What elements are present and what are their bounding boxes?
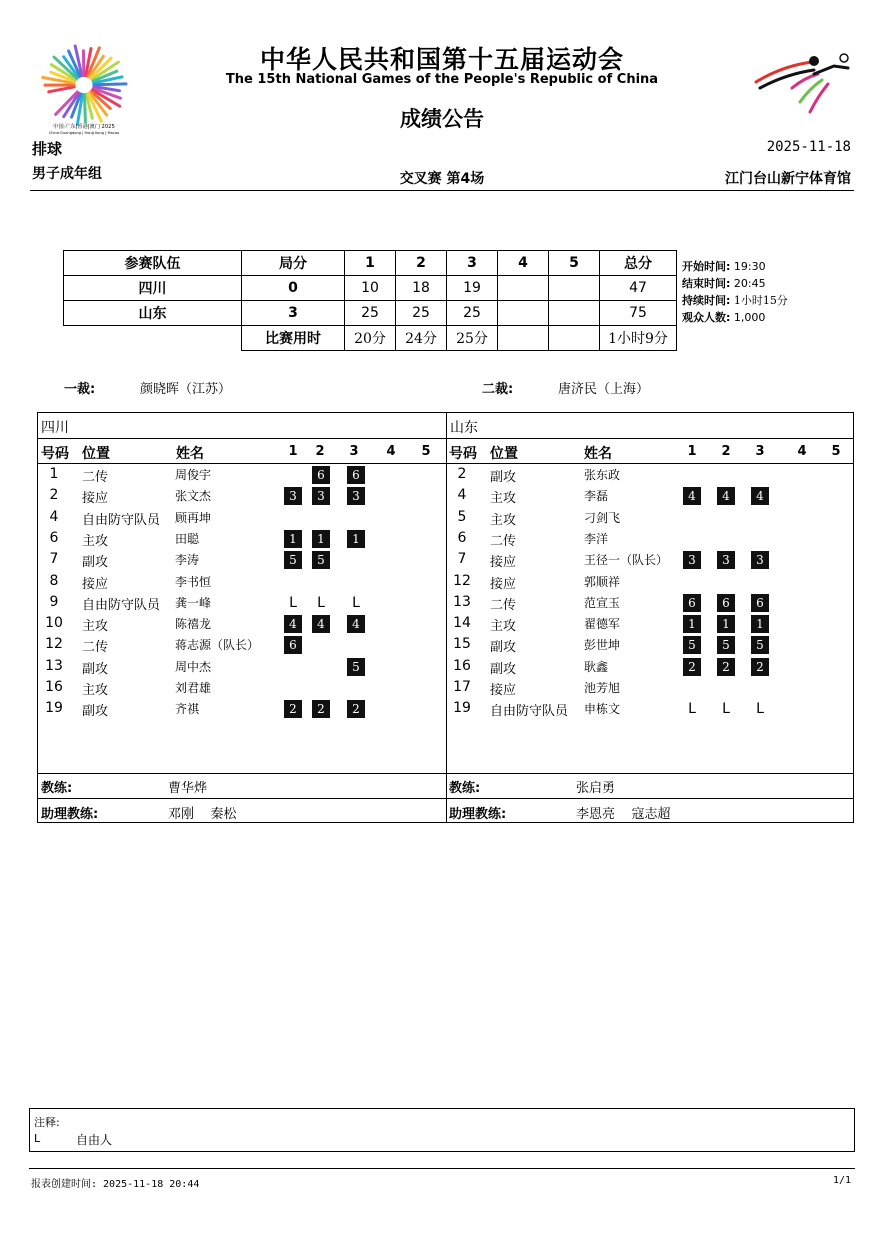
- player-number: 12: [45, 636, 63, 653]
- player-number: 4: [49, 508, 59, 525]
- starting-rotation-cell: [751, 573, 769, 591]
- player-position: 二传: [490, 597, 517, 613]
- right-col-no: 号码: [449, 446, 477, 462]
- starting-rotation-cell: 4: [751, 487, 769, 505]
- player-row: [38, 635, 854, 656]
- player-position: 副攻: [490, 640, 517, 656]
- starting-rotation-cell: [793, 700, 811, 718]
- set-score: 19: [447, 276, 498, 301]
- starting-rotation-cell: 6: [751, 594, 769, 612]
- player-number: 2: [49, 487, 59, 504]
- right-coach-name: 张启勇: [576, 781, 616, 796]
- player-number: 19: [453, 700, 471, 717]
- starting-rotation-cell: 1: [347, 530, 365, 548]
- starting-rotation-cell: 5: [717, 636, 735, 654]
- set-duration: 24分: [396, 326, 447, 351]
- player-number: 16: [45, 679, 63, 695]
- player-position: 副攻: [82, 661, 109, 677]
- second-referee-label: 二裁:: [482, 382, 514, 397]
- starting-rotation-cell: 1: [312, 530, 330, 548]
- player-row: [38, 657, 854, 678]
- roster-line: [38, 798, 853, 799]
- roster-table: [37, 412, 854, 823]
- player-position: 自由防守队员: [82, 512, 161, 528]
- header-total: 总分: [600, 251, 677, 276]
- starting-rotation-cell: [827, 636, 845, 654]
- player-position: 接应: [490, 683, 517, 698]
- player-name: 齐祺: [175, 702, 200, 717]
- left-coach-label: 教练:: [41, 781, 73, 796]
- starting-rotation-cell: 4: [312, 615, 330, 633]
- starting-rotation-cell: 6: [683, 594, 701, 612]
- score-header-row: [64, 251, 677, 276]
- starting-rotation-cell: [827, 573, 845, 591]
- player-name: 张东政: [584, 468, 621, 482]
- starting-rotation-cell: 5: [284, 551, 302, 569]
- player-position: 副攻: [82, 555, 109, 571]
- player-number: 1: [49, 466, 59, 482]
- right-col-pos: 位置: [490, 446, 518, 462]
- right-col-set-1: 1: [687, 444, 697, 459]
- starting-rotation-cell: 5: [683, 636, 701, 654]
- player-row: [38, 486, 854, 507]
- left-col-set-2: 2: [315, 444, 325, 459]
- player-number: 6: [457, 529, 467, 546]
- player-row: [38, 550, 854, 571]
- right-assistant-label: 助理教练:: [449, 807, 507, 822]
- left-col-name: 姓名: [176, 446, 204, 462]
- report-created-time: 报表创建时间: 2025-11-18 20:44: [31, 1179, 200, 1190]
- player-name: 王径一（队长）: [584, 553, 669, 568]
- player-position: 接应: [82, 491, 109, 507]
- score-table: [63, 250, 677, 351]
- right-assistant-names: 李恩亮 寇志超: [576, 807, 671, 822]
- set-duration: [498, 326, 549, 351]
- starting-rotation-cell: 6: [717, 594, 735, 612]
- starting-rotation-cell: [683, 573, 701, 591]
- starting-rotation-cell: [793, 615, 811, 633]
- set-duration: [549, 326, 600, 351]
- player-number: 4: [457, 487, 467, 504]
- header-team: 参赛队伍: [64, 251, 242, 276]
- starting-rotation-cell: L: [317, 594, 325, 611]
- player-position: 主攻: [490, 512, 517, 528]
- player-position: 接应: [490, 555, 517, 571]
- starting-rotation-cell: L: [756, 701, 764, 718]
- first-referee-label: 一裁:: [64, 382, 96, 397]
- player-position: 接应: [490, 576, 517, 592]
- starting-rotation-cell: 5: [751, 636, 769, 654]
- set-score: 10: [345, 276, 396, 301]
- right-col-set-3: 3: [755, 444, 765, 459]
- starting-rotation-cell: [683, 530, 701, 548]
- set-duration: 25分: [447, 326, 498, 351]
- starting-rotation-cell: [827, 551, 845, 569]
- sets-won: 0: [242, 276, 345, 301]
- player-row: [38, 678, 854, 699]
- player-name: 刁剑飞: [584, 510, 621, 525]
- player-position: 主攻: [82, 533, 109, 549]
- starting-rotation-cell: 6: [312, 466, 330, 484]
- starting-rotation-cell: [793, 466, 811, 484]
- starting-rotation-cell: [793, 509, 811, 527]
- page-title: 中华人民共和国第十五届运动会: [259, 45, 624, 74]
- starting-rotation-cell: 2: [717, 658, 735, 676]
- starting-rotation-cell: 1: [683, 615, 701, 633]
- left-team-name: 四川: [41, 420, 69, 436]
- left-assistant-names: 邓刚 秦松: [168, 807, 237, 822]
- starting-rotation-cell: [827, 466, 845, 484]
- starting-rotation-cell: [827, 700, 845, 718]
- player-position: 主攻: [82, 619, 109, 635]
- player-number: 15: [453, 636, 471, 653]
- venue-label: 江门台山新宁体育馆: [725, 171, 851, 187]
- player-name: 周俊宇: [175, 468, 212, 482]
- starting-rotation-cell: [683, 679, 701, 697]
- match-date: 2025-11-18: [766, 139, 851, 155]
- right-coach-label: 教练:: [449, 781, 481, 796]
- match-label: 交叉赛 第4场: [399, 171, 485, 187]
- starting-rotation-cell: [793, 679, 811, 697]
- player-name: 范宣玉: [584, 595, 621, 610]
- set-duration: 20分: [345, 326, 396, 351]
- player-row: [38, 699, 854, 720]
- second-referee-name: 唐济民（上海）: [558, 382, 650, 397]
- header-set-5: 5: [549, 251, 600, 276]
- player-number: 9: [49, 593, 59, 610]
- first-referee: [64, 378, 231, 397]
- player-number: 19: [45, 700, 63, 717]
- starting-rotation-cell: 4: [717, 487, 735, 505]
- starting-rotation-cell: 1: [284, 530, 302, 548]
- left-col-set-4: 4: [386, 444, 396, 459]
- player-name: 池芳旭: [584, 681, 621, 695]
- left-col-set-3: 3: [349, 444, 359, 459]
- player-number: 6: [49, 529, 59, 546]
- header-set-1: 1: [345, 251, 396, 276]
- end-time-label: 结束时间:: [682, 277, 731, 290]
- player-position: 二传: [82, 640, 109, 656]
- starting-rotation-cell: [827, 530, 845, 548]
- player-name: 郭顺祥: [584, 574, 621, 589]
- starting-rotation-cell: [751, 466, 769, 484]
- total-score: 47: [600, 276, 677, 301]
- player-position: 主攻: [82, 683, 109, 698]
- starting-rotation-cell: 2: [312, 700, 330, 718]
- starting-rotation-cell: L: [688, 701, 696, 718]
- starting-rotation-cell: 2: [683, 658, 701, 676]
- player-name: 李洋: [584, 531, 609, 546]
- starting-rotation-cell: [827, 487, 845, 505]
- player-number: 17: [453, 679, 471, 695]
- set-score: [498, 276, 549, 301]
- player-name: 龚一峰: [175, 595, 212, 610]
- audience-label: 观众人数:: [682, 311, 731, 324]
- player-name: 张文杰: [175, 489, 212, 504]
- notes-key: L: [34, 1132, 41, 1145]
- player-number: 13: [45, 657, 63, 674]
- starting-rotation-cell: [827, 615, 845, 633]
- set-score: 25: [396, 301, 447, 326]
- set-score: [498, 301, 549, 326]
- starting-rotation-cell: 1: [751, 615, 769, 633]
- category-label: 男子成年组: [32, 166, 102, 182]
- roster-line: [38, 438, 853, 439]
- player-position: 主攻: [490, 491, 517, 507]
- player-name: 翟德军: [584, 617, 621, 632]
- sets-won: 3: [242, 301, 345, 326]
- duration-time-label: 持续时间:: [682, 294, 731, 307]
- second-referee: [482, 378, 649, 397]
- starting-rotation-cell: 6: [284, 636, 302, 654]
- player-number: 16: [453, 657, 471, 674]
- page-number: 1/1: [832, 1175, 851, 1186]
- player-name: 蒋志源（队长）: [175, 638, 260, 653]
- starting-rotation-cell: [827, 594, 845, 612]
- set-score: [549, 301, 600, 326]
- starting-rotation-cell: [751, 679, 769, 697]
- player-position: 二传: [490, 533, 517, 549]
- right-col-set-5: 5: [831, 444, 841, 459]
- starting-rotation-cell: 4: [683, 487, 701, 505]
- player-position: 主攻: [490, 619, 517, 635]
- player-name: 申栋文: [584, 702, 621, 717]
- left-assistant-label: 助理教练:: [41, 807, 99, 822]
- starting-rotation-cell: [827, 679, 845, 697]
- header-divider: [30, 190, 854, 191]
- starting-rotation-cell: [827, 509, 845, 527]
- team-name: 山东: [64, 301, 242, 326]
- starting-rotation-cell: 2: [347, 700, 365, 718]
- starting-rotation-cell: [717, 466, 735, 484]
- total-duration: 1小时9分: [600, 326, 677, 351]
- left-col-set-5: 5: [421, 444, 431, 459]
- left-col-set-1: 1: [288, 444, 298, 459]
- player-position: 副攻: [490, 470, 517, 485]
- player-row: [38, 614, 854, 635]
- starting-rotation-cell: 3: [347, 487, 365, 505]
- player-number: 12: [453, 572, 471, 589]
- starting-rotation-cell: [793, 551, 811, 569]
- right-col-name: 姓名: [584, 446, 612, 462]
- left-coach-name: 曹华烨: [168, 781, 208, 796]
- logo-caption: 中国·广东|香港|澳门 2025: [53, 124, 115, 130]
- right-col-set-4: 4: [797, 444, 807, 459]
- set-score: 25: [345, 301, 396, 326]
- start-time-label: 开始时间:: [682, 260, 731, 273]
- starting-rotation-cell: 2: [284, 700, 302, 718]
- first-referee-name: 颜晓晖（江苏）: [140, 382, 232, 397]
- right-col-set-2: 2: [721, 444, 731, 459]
- set-score: [549, 276, 600, 301]
- player-name: 彭世坤: [584, 638, 621, 653]
- player-name: 李书恒: [175, 574, 212, 589]
- starting-rotation-cell: 3: [683, 551, 701, 569]
- player-name: 李磊: [584, 489, 609, 504]
- player-number: 5: [457, 508, 467, 525]
- header-set-3: 3: [447, 251, 498, 276]
- player-name: 李涛: [175, 553, 200, 568]
- score-row-team-1: [64, 276, 677, 301]
- player-number: 10: [45, 615, 63, 632]
- start-time: 19:30: [733, 260, 766, 273]
- left-col-no: 号码: [41, 446, 69, 462]
- player-name: 田聪: [175, 531, 200, 546]
- player-position: 自由防守队员: [490, 704, 569, 720]
- starting-rotation-cell: L: [722, 701, 730, 718]
- set-score: 18: [396, 276, 447, 301]
- player-number: 7: [457, 551, 467, 568]
- starting-rotation-cell: [717, 509, 735, 527]
- header-set-2: 2: [396, 251, 447, 276]
- starting-rotation-cell: [793, 530, 811, 548]
- sport-label: 排球: [32, 140, 63, 158]
- starting-rotation-cell: 6: [347, 466, 365, 484]
- player-number: 14: [453, 615, 471, 632]
- starting-rotation-cell: 5: [347, 658, 365, 676]
- notes-box: [29, 1108, 855, 1152]
- logo-caption-en: China·Guangdong | Hong Kong | Macao: [48, 131, 120, 135]
- starting-rotation-cell: L: [352, 594, 360, 611]
- time-info: [682, 258, 788, 326]
- bulletin-title: 成绩公告: [400, 107, 484, 131]
- starting-rotation-cell: [793, 573, 811, 591]
- end-time: 20:45: [733, 277, 766, 290]
- player-name: 周中杰: [175, 659, 212, 674]
- starting-rotation-cell: 3: [312, 487, 330, 505]
- starting-rotation-cell: 3: [284, 487, 302, 505]
- starting-rotation-cell: [751, 530, 769, 548]
- team-name: 四川: [64, 276, 242, 301]
- starting-rotation-cell: [793, 636, 811, 654]
- starting-rotation-cell: L: [289, 594, 297, 611]
- starting-rotation-cell: 4: [284, 615, 302, 633]
- score-row-team-2: [64, 301, 677, 326]
- right-team-name: 山东: [450, 420, 478, 436]
- player-name: 陈禧龙: [175, 617, 212, 632]
- page-title-english: The 15th National Games of the People's Republic of China: [225, 72, 659, 87]
- starting-rotation-cell: [793, 658, 811, 676]
- starting-rotation-cell: 1: [717, 615, 735, 633]
- starting-rotation-cell: 2: [751, 658, 769, 676]
- starting-rotation-cell: [717, 573, 735, 591]
- starting-rotation-cell: [793, 594, 811, 612]
- player-row: [38, 508, 854, 529]
- footer-divider: [29, 1168, 855, 1169]
- player-row: [38, 465, 854, 486]
- player-position: 接应: [82, 576, 109, 592]
- starting-rotation-cell: 5: [312, 551, 330, 569]
- player-position: 副攻: [82, 704, 109, 720]
- duration-label: 比赛用时: [242, 326, 345, 351]
- header-set-4: 4: [498, 251, 549, 276]
- player-number: 7: [49, 551, 59, 568]
- player-name: 耿鑫: [584, 659, 609, 674]
- starting-rotation-cell: [827, 658, 845, 676]
- starting-rotation-cell: [717, 530, 735, 548]
- starting-rotation-cell: [683, 466, 701, 484]
- starting-rotation-cell: [717, 679, 735, 697]
- duration-time: 1小时15分: [733, 294, 788, 307]
- total-score: 75: [600, 301, 677, 326]
- player-position: 二传: [82, 470, 109, 485]
- roster-line: [38, 463, 853, 464]
- player-row: [38, 572, 854, 593]
- player-row: [38, 593, 854, 614]
- left-col-pos: 位置: [82, 446, 110, 462]
- notes-title: 注释:: [34, 1116, 60, 1129]
- starting-rotation-cell: [751, 509, 769, 527]
- starting-rotation-cell: 3: [717, 551, 735, 569]
- starting-rotation-cell: [683, 509, 701, 527]
- player-name: 刘君雄: [175, 681, 212, 695]
- set-score: 25: [447, 301, 498, 326]
- player-position: 自由防守队员: [82, 597, 161, 613]
- starting-rotation-cell: [793, 487, 811, 505]
- player-position: 副攻: [490, 661, 517, 677]
- player-number: 13: [453, 593, 471, 610]
- starting-rotation-cell: 4: [347, 615, 365, 633]
- header-sets: 局分: [242, 251, 345, 276]
- notes-value: 自由人: [76, 1133, 113, 1147]
- duration-row: [64, 326, 677, 351]
- player-row: [38, 529, 854, 550]
- player-name: 顾再坤: [175, 510, 212, 525]
- starting-rotation-cell: 3: [751, 551, 769, 569]
- player-number: 8: [49, 572, 59, 589]
- audience-count: 1,000: [733, 311, 766, 324]
- empty-cell: [64, 326, 242, 351]
- roster-line: [38, 773, 853, 774]
- player-number: 2: [457, 466, 467, 482]
